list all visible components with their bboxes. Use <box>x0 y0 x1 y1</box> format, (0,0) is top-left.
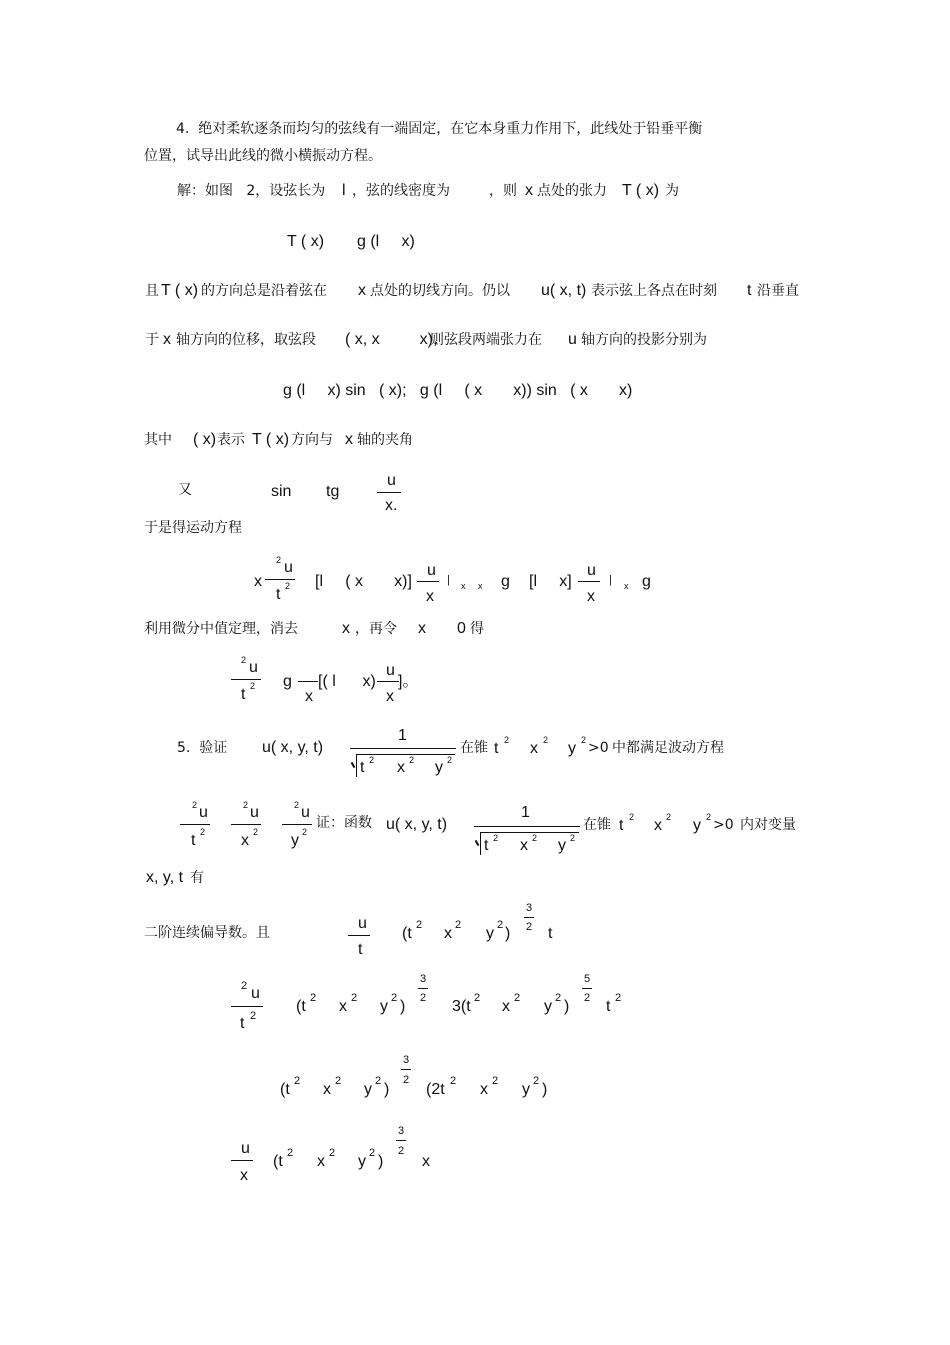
eq4-den: t <box>241 686 246 703</box>
fraction-bar <box>417 581 439 582</box>
du-den: t <box>358 941 363 958</box>
solution-text: 为 <box>665 183 679 199</box>
root-x: x <box>397 759 405 776</box>
paren-close: ) <box>378 1153 384 1170</box>
eq3-fx1: x <box>426 588 434 605</box>
sup-2: 2 <box>302 827 308 837</box>
fraction-bar <box>350 748 456 749</box>
tail-t: t <box>548 925 553 942</box>
base-x: x <box>502 998 510 1015</box>
para3-text: 则弦段两端张力在 <box>430 332 542 348</box>
sup-2: 2 <box>532 833 538 843</box>
root-t: t <box>484 837 489 854</box>
sup-2: 2 <box>615 992 622 1004</box>
d2u-num: u <box>251 985 260 1002</box>
tail-t: t <box>606 998 611 1015</box>
var-x: x <box>358 282 366 299</box>
sup-2: 2 <box>514 992 521 1004</box>
u-function: u( x, y, t) <box>262 739 324 756</box>
cone-text: 中都满足波动方程 <box>612 740 724 756</box>
two-paren: (2t <box>426 1081 445 1098</box>
fraction-bar <box>377 492 401 493</box>
sup-2: 2 <box>329 1147 336 1159</box>
base-y: y <box>544 998 552 1015</box>
wave-num: u <box>250 804 259 821</box>
sin-label: sin <box>271 483 292 500</box>
zero: 0 <box>457 620 466 637</box>
eq4-fu: u <box>386 662 395 679</box>
cone-t: t <box>619 817 624 834</box>
sup-2: 2 <box>369 1147 376 1159</box>
cone-t: t <box>494 740 499 757</box>
eq4-sup: 2 <box>241 655 247 665</box>
inner-text: 内对变量 <box>740 817 796 833</box>
sup-2: 2 <box>493 833 499 843</box>
problem4-line1: 4. 绝对柔软逐条而均匀的弦线有一端固定，在它本身重力作用下，此线处于铅垂平衡 <box>176 121 703 137</box>
base-y: y <box>380 998 388 1015</box>
base-t: (t <box>296 998 306 1015</box>
eq4-x: x <box>305 688 313 705</box>
frac-numerator: u <box>387 472 396 489</box>
exp-num: 3 <box>398 1125 405 1137</box>
sup-2: 2 <box>250 1010 257 1022</box>
frac-one: 1 <box>398 727 407 744</box>
fraction-bar <box>401 1069 411 1070</box>
para3-text: 于 <box>145 332 159 348</box>
eq3-mid: [l ( x x)] <box>315 573 412 590</box>
sup-2: 2 <box>447 755 453 765</box>
du-num: u <box>358 915 367 932</box>
var-x: x <box>525 182 533 199</box>
para6-text: 利用微分中值定理，消去 <box>144 621 298 637</box>
d2u-den: t <box>240 1015 245 1032</box>
fraction-bar <box>180 824 210 825</box>
fraction-bar <box>474 826 580 827</box>
base-t: (t <box>280 1081 290 1098</box>
para4-text: 轴的夹角 <box>357 432 413 448</box>
eq4-num: u <box>249 659 258 676</box>
cone-gt: >0 <box>713 817 734 833</box>
paren-close: ) <box>564 998 570 1015</box>
proof-text: 证：函数 <box>316 815 372 831</box>
sup-2: 2 <box>200 827 206 837</box>
fraction-bar <box>298 681 318 682</box>
sup-2: 2 <box>555 992 562 1004</box>
cone-text: 在锥 <box>583 817 611 833</box>
eq4-fx: x <box>386 688 394 705</box>
tg-label: tg <box>326 483 340 500</box>
alpha-expr: ( x) <box>193 431 217 448</box>
motion-eq-intro: 于是得运动方程 <box>144 520 242 536</box>
tension-expr: T ( x) <box>622 182 660 199</box>
sup-2: 2 <box>581 735 587 745</box>
sup-2: 2 <box>409 755 415 765</box>
problem5-label: 5. 验证 <box>177 740 228 756</box>
eq3-lead: x <box>254 573 262 590</box>
para2-text: 沿垂直 <box>757 283 799 299</box>
sup-2: 2 <box>455 919 462 931</box>
sup-2: 2 <box>543 735 549 745</box>
exp-den: 2 <box>420 992 427 1004</box>
sup-2: 2 <box>294 800 300 810</box>
eq3-den: t <box>276 586 281 603</box>
eq2-projections: g (l x) sin ( x); g (l ( x x)) sin ( x x) <box>283 382 633 399</box>
root-y: y <box>435 759 443 776</box>
var-x: x <box>342 620 350 637</box>
segment-expr: ( x, x x), <box>345 331 438 348</box>
base-x: x <box>317 1153 325 1170</box>
fraction-bar <box>524 917 534 918</box>
cone-text: 在锥 <box>460 740 488 756</box>
solution-text: ，弦的线密度为 <box>352 183 450 199</box>
fraction-bar <box>396 1140 406 1141</box>
eq3-mid2: [l x] <box>529 573 572 590</box>
fraction-bar <box>231 1006 263 1007</box>
dux-num: u <box>241 1140 250 1157</box>
exp-den: 2 <box>398 1145 405 1157</box>
var-l: l <box>342 182 346 199</box>
cone-y: y <box>693 817 701 834</box>
sup-2: 2 <box>369 755 375 765</box>
eq3-sup: 2 <box>276 555 282 565</box>
exp-num: 5 <box>584 973 591 985</box>
paren-close: ) <box>400 998 406 1015</box>
sup-2: 2 <box>294 1075 301 1087</box>
para6-text: 得 <box>470 621 484 637</box>
base-t: (t <box>273 1153 283 1170</box>
base-x: x <box>444 925 452 942</box>
wave-den-t: t <box>191 832 196 849</box>
eq3-g2: g <box>642 573 651 590</box>
sup-2: 2 <box>497 919 504 931</box>
para2-text: 且 <box>145 283 159 299</box>
para2-text: 表示弦上各点在时刻 <box>591 283 717 299</box>
paren-close: ) <box>384 1081 390 1098</box>
tension-expr: T ( x) <box>252 431 290 448</box>
eq1-lhs: T ( x) <box>287 233 325 250</box>
sup-2: 2 <box>666 812 672 822</box>
exp-num: 3 <box>420 973 427 985</box>
wave-num: u <box>301 804 310 821</box>
root-y: y <box>558 837 566 854</box>
var-t: t <box>747 282 752 299</box>
fraction-bar <box>231 824 261 825</box>
var-u: u <box>568 331 577 348</box>
cone-gt: >0 <box>588 740 609 756</box>
sup-2: 2 <box>570 833 576 843</box>
cone-x: x <box>654 817 662 834</box>
fraction-bar <box>418 988 428 989</box>
wave-num: u <box>199 804 208 821</box>
root-t: t <box>360 759 365 776</box>
para4-text: 其中 <box>144 432 172 448</box>
base-x: x <box>339 998 347 1015</box>
sup-2: 2 <box>504 735 510 745</box>
you-text: 有 <box>190 870 204 886</box>
eval-bar: | <box>609 574 612 586</box>
fraction-bar <box>582 988 592 989</box>
fraction-bar <box>265 579 295 580</box>
solution-text: ，则 <box>489 183 517 199</box>
cone-x: x <box>530 740 538 757</box>
you-text: 又 <box>178 482 192 498</box>
paren-close: ) <box>542 1081 548 1098</box>
frac-denominator: x. <box>385 497 398 514</box>
eq1-rhs: g (l x) <box>357 233 415 250</box>
sqrt-stem <box>356 754 357 777</box>
eq4-densup: 2 <box>250 681 256 691</box>
eq4-g: g <box>283 673 292 690</box>
base-t: (t <box>402 925 412 942</box>
eq3-fx2: x <box>587 588 595 605</box>
eq4-end: ]。 <box>398 673 419 690</box>
sqrt-stem <box>480 832 481 855</box>
para4-text: 表示 <box>217 432 245 448</box>
sqrt-tick <box>351 762 356 768</box>
cone-y: y <box>568 740 576 757</box>
eq4-mid: [( l x) <box>318 673 376 690</box>
tension-expr: T ( x) <box>161 282 199 299</box>
fraction-bar <box>578 581 600 582</box>
exp-den: 2 <box>584 992 591 1004</box>
dux-den: x <box>240 1167 248 1184</box>
vars-list: x, y, t <box>146 869 184 886</box>
sup-2: 2 <box>241 980 248 992</box>
exp-den: 2 <box>403 1074 410 1086</box>
problem4-line2: 位置，试导出此线的微小横振动方程。 <box>144 148 382 164</box>
fraction-bar <box>231 679 261 680</box>
para2-text: 点处的切线方向。仍以 <box>370 283 510 299</box>
displacement-expr: u( x, t) <box>541 282 587 299</box>
exp-num: 3 <box>526 902 533 914</box>
para4-text: 方向与 <box>291 432 333 448</box>
fraction-bar <box>377 681 399 682</box>
sup-2: 2 <box>253 827 259 837</box>
sqrt-tick <box>475 840 480 846</box>
base-y: y <box>522 1081 530 1098</box>
sup-2: 2 <box>310 992 317 1004</box>
base-x: x <box>480 1081 488 1098</box>
base-x: x <box>323 1081 331 1098</box>
base-y: y <box>364 1081 372 1098</box>
sup-2: 2 <box>629 812 635 822</box>
derivatives-intro: 二阶连续偏导数。且 <box>144 925 270 941</box>
u-function: u( x, y, t) <box>386 816 448 833</box>
sup-2: 2 <box>243 800 249 810</box>
fraction-bar <box>348 935 370 936</box>
eq3-sub1: x x <box>461 581 483 591</box>
sup-2: 2 <box>287 1147 294 1159</box>
para3-text: 轴方向的位移，取弦段 <box>176 332 316 348</box>
fraction-bar <box>282 824 312 825</box>
eq3-densup: 2 <box>285 581 291 591</box>
base-y: y <box>486 925 494 942</box>
para6-text: ，再令 <box>355 621 397 637</box>
sup-2: 2 <box>706 812 712 822</box>
var-x: x <box>163 331 171 348</box>
para2-text: 的方向总是沿着弦在 <box>201 283 327 299</box>
eq3-fu2: u <box>587 562 596 579</box>
var-x: x <box>418 620 426 637</box>
sup-2: 2 <box>533 1075 540 1087</box>
root-x: x <box>520 837 528 854</box>
sup-2: 2 <box>335 1075 342 1087</box>
eval-bar: | <box>447 574 450 586</box>
three-paren: 3(t <box>452 998 471 1015</box>
eq3-num: u <box>284 559 293 576</box>
fraction-bar <box>231 1160 253 1161</box>
sup-2: 2 <box>192 800 198 810</box>
sup-2: 2 <box>450 1075 457 1087</box>
frac-one: 1 <box>521 804 530 821</box>
eq3-fu1: u <box>427 562 436 579</box>
base-y: y <box>358 1153 366 1170</box>
exp-den: 2 <box>526 921 533 933</box>
sup-2: 2 <box>391 992 398 1004</box>
solution-text: 点处的张力 <box>537 183 607 199</box>
sup-2: 2 <box>351 992 358 1004</box>
wave-den-x: x <box>241 832 249 849</box>
wave-den-y: y <box>291 832 299 849</box>
var-x: x <box>345 431 353 448</box>
sup-2: 2 <box>416 919 423 931</box>
exp-num: 3 <box>403 1054 410 1066</box>
sup-2: 2 <box>375 1075 382 1087</box>
eq3-g1: g <box>501 573 510 590</box>
paren-close: ) <box>505 925 511 942</box>
sup-2: 2 <box>474 992 481 1004</box>
para3-text: 轴方向的投影分别为 <box>581 332 707 348</box>
solution-intro: 解：如图 2，设弦长为 <box>177 183 326 199</box>
eq3-sub2: x <box>624 581 629 591</box>
sup-2: 2 <box>492 1075 499 1087</box>
tail-x: x <box>422 1153 430 1170</box>
